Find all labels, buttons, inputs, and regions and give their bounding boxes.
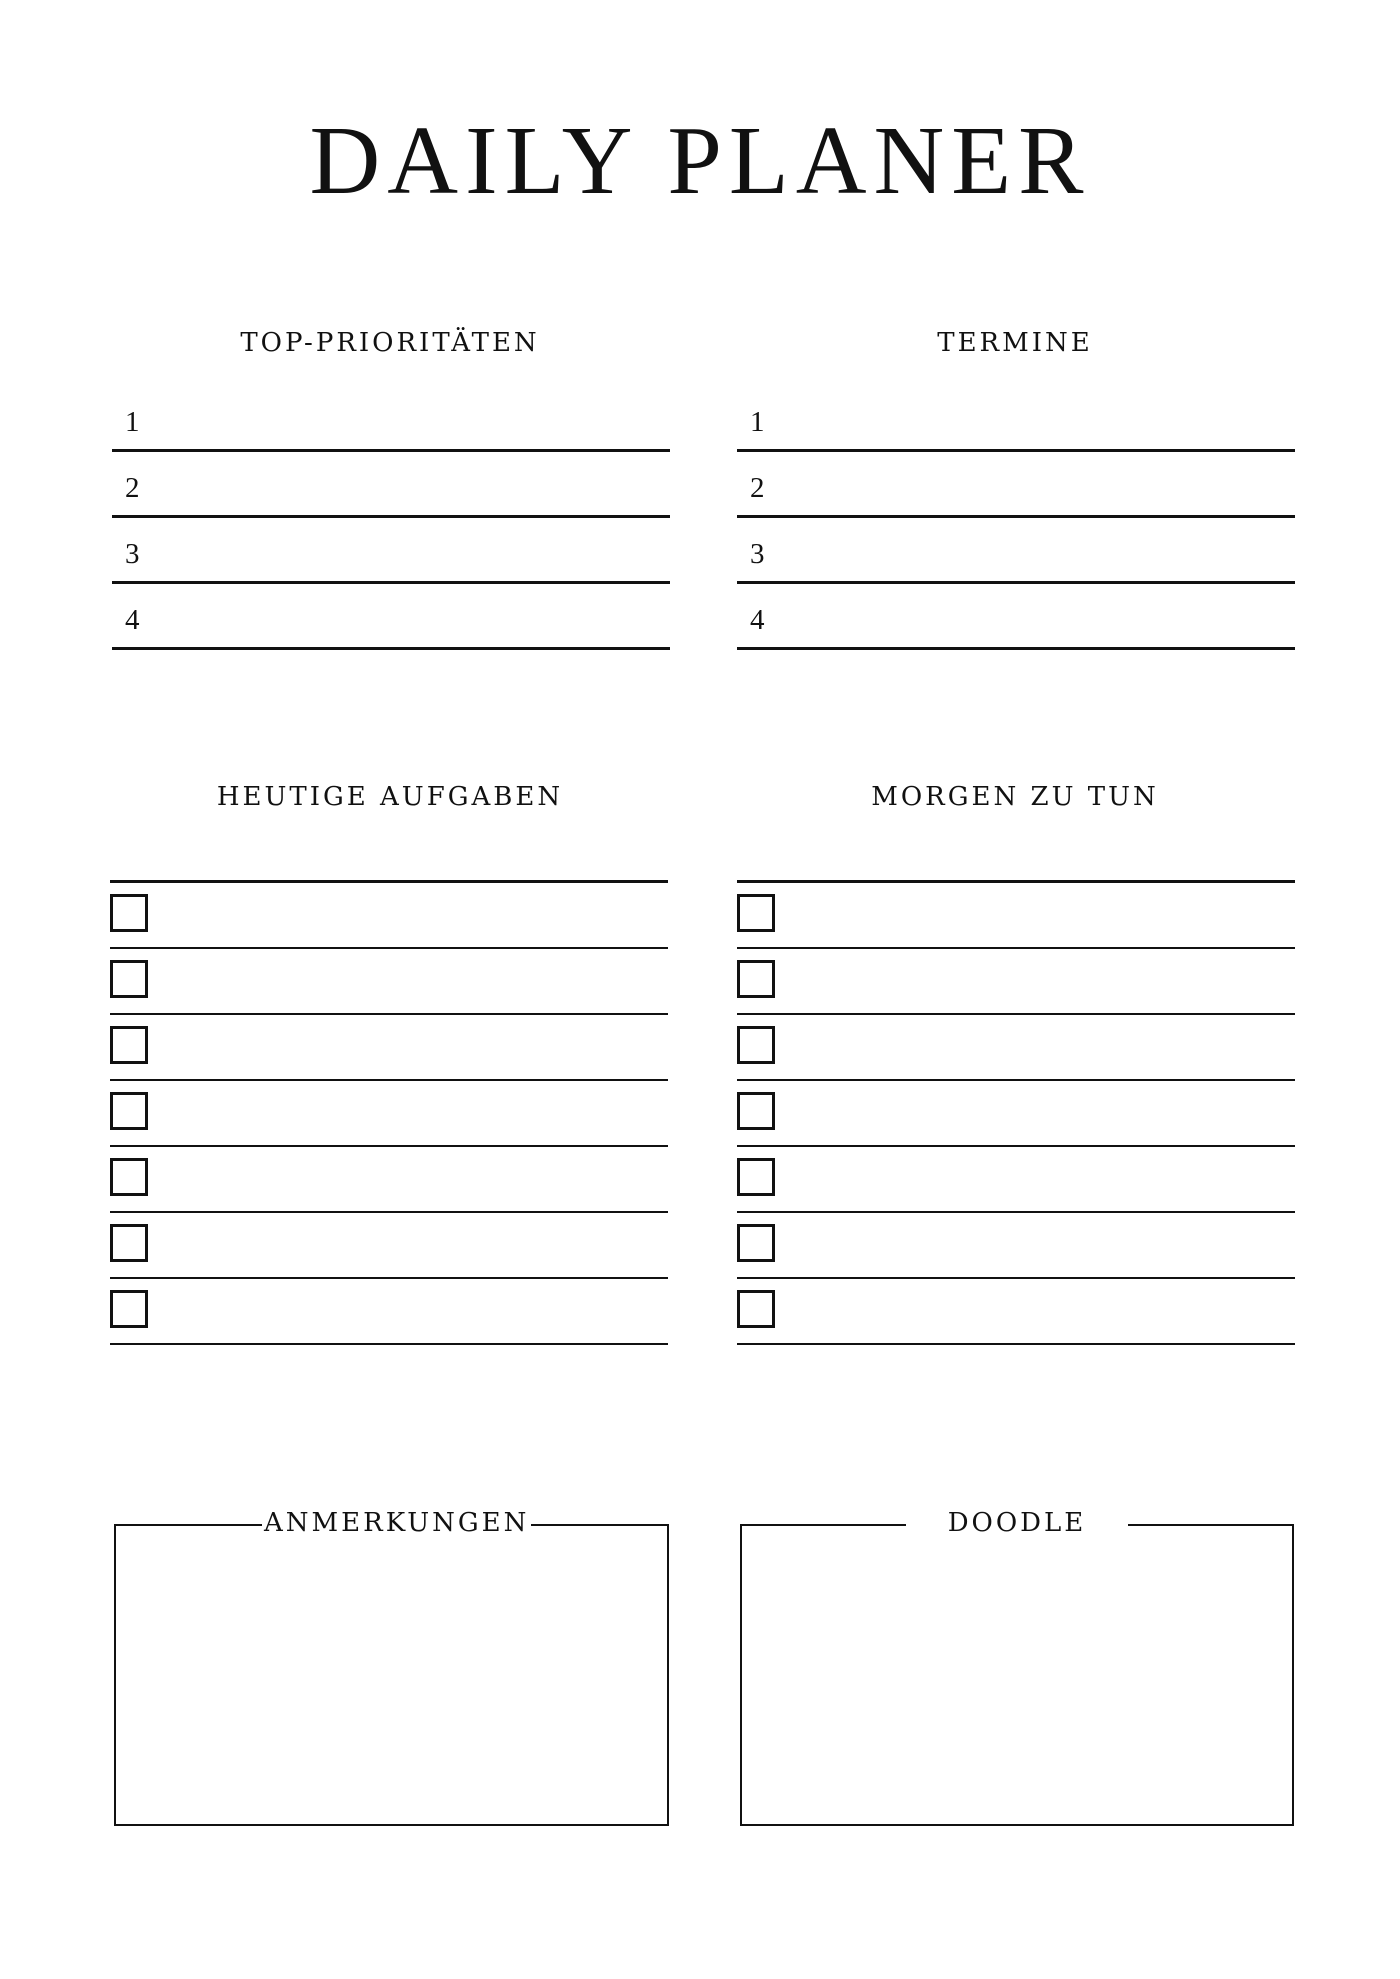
row-number: 2: [125, 472, 140, 504]
checkbox[interactable]: [737, 1026, 775, 1064]
appointment-row[interactable]: [737, 518, 1295, 584]
priority-row[interactable]: [112, 452, 670, 518]
row-number: 1: [750, 406, 765, 438]
task-row[interactable]: [110, 1279, 668, 1345]
doodle-heading: DOODLE: [906, 1510, 1128, 1536]
task-row[interactable]: [110, 949, 668, 1015]
checkbox[interactable]: [110, 894, 148, 932]
checkbox[interactable]: [110, 960, 148, 998]
checkbox[interactable]: [110, 1224, 148, 1262]
row-number: 2: [750, 472, 765, 504]
todo-row[interactable]: [737, 949, 1295, 1015]
checkbox[interactable]: [737, 1290, 775, 1328]
checkbox[interactable]: [110, 1158, 148, 1196]
priorities-list: [112, 386, 670, 650]
tomorrow-todo-heading: MORGEN ZU TUN: [871, 782, 1159, 812]
today-tasks-heading: HEUTIGE AUFGABEN: [216, 782, 564, 812]
appointments-heading: TERMINE: [937, 328, 1093, 358]
todo-row[interactable]: [737, 1213, 1295, 1279]
notes-box[interactable]: [114, 1524, 669, 1826]
todo-row[interactable]: [737, 1015, 1295, 1081]
priority-row[interactable]: [112, 584, 670, 650]
page-title: DAILY PLANER: [309, 107, 1091, 215]
appointment-row[interactable]: [737, 452, 1295, 518]
checkbox[interactable]: [110, 1026, 148, 1064]
checkbox[interactable]: [737, 1092, 775, 1130]
checkbox[interactable]: [737, 1158, 775, 1196]
priority-row[interactable]: [112, 386, 670, 452]
checkbox[interactable]: [737, 1224, 775, 1262]
row-number: 3: [750, 538, 765, 570]
row-number: 1: [125, 406, 140, 438]
task-row[interactable]: [110, 1147, 668, 1213]
doodle-box[interactable]: [740, 1524, 1294, 1826]
todo-row[interactable]: [737, 1147, 1295, 1213]
appointment-row[interactable]: [737, 386, 1295, 452]
row-number: 4: [125, 604, 140, 636]
checkbox[interactable]: [110, 1290, 148, 1328]
todo-row[interactable]: [737, 1279, 1295, 1345]
task-row[interactable]: [110, 883, 668, 949]
todo-row[interactable]: [737, 883, 1295, 949]
todo-row[interactable]: [737, 1081, 1295, 1147]
row-number: 3: [125, 538, 140, 570]
task-row[interactable]: [110, 1213, 668, 1279]
checkbox[interactable]: [110, 1092, 148, 1130]
priority-row[interactable]: [112, 518, 670, 584]
task-row[interactable]: [110, 1081, 668, 1147]
appointments-list: [737, 386, 1295, 650]
row-number: 4: [750, 604, 765, 636]
appointment-row[interactable]: [737, 584, 1295, 650]
task-row[interactable]: [110, 1015, 668, 1081]
checkbox[interactable]: [737, 894, 775, 932]
tomorrow-todo-list: [737, 880, 1295, 1345]
notes-heading: ANMERKUNGEN: [264, 1508, 530, 1538]
today-tasks-list: [110, 880, 668, 1345]
priorities-heading: TOP-PRIORITÄTEN: [240, 328, 540, 358]
checkbox[interactable]: [737, 960, 775, 998]
